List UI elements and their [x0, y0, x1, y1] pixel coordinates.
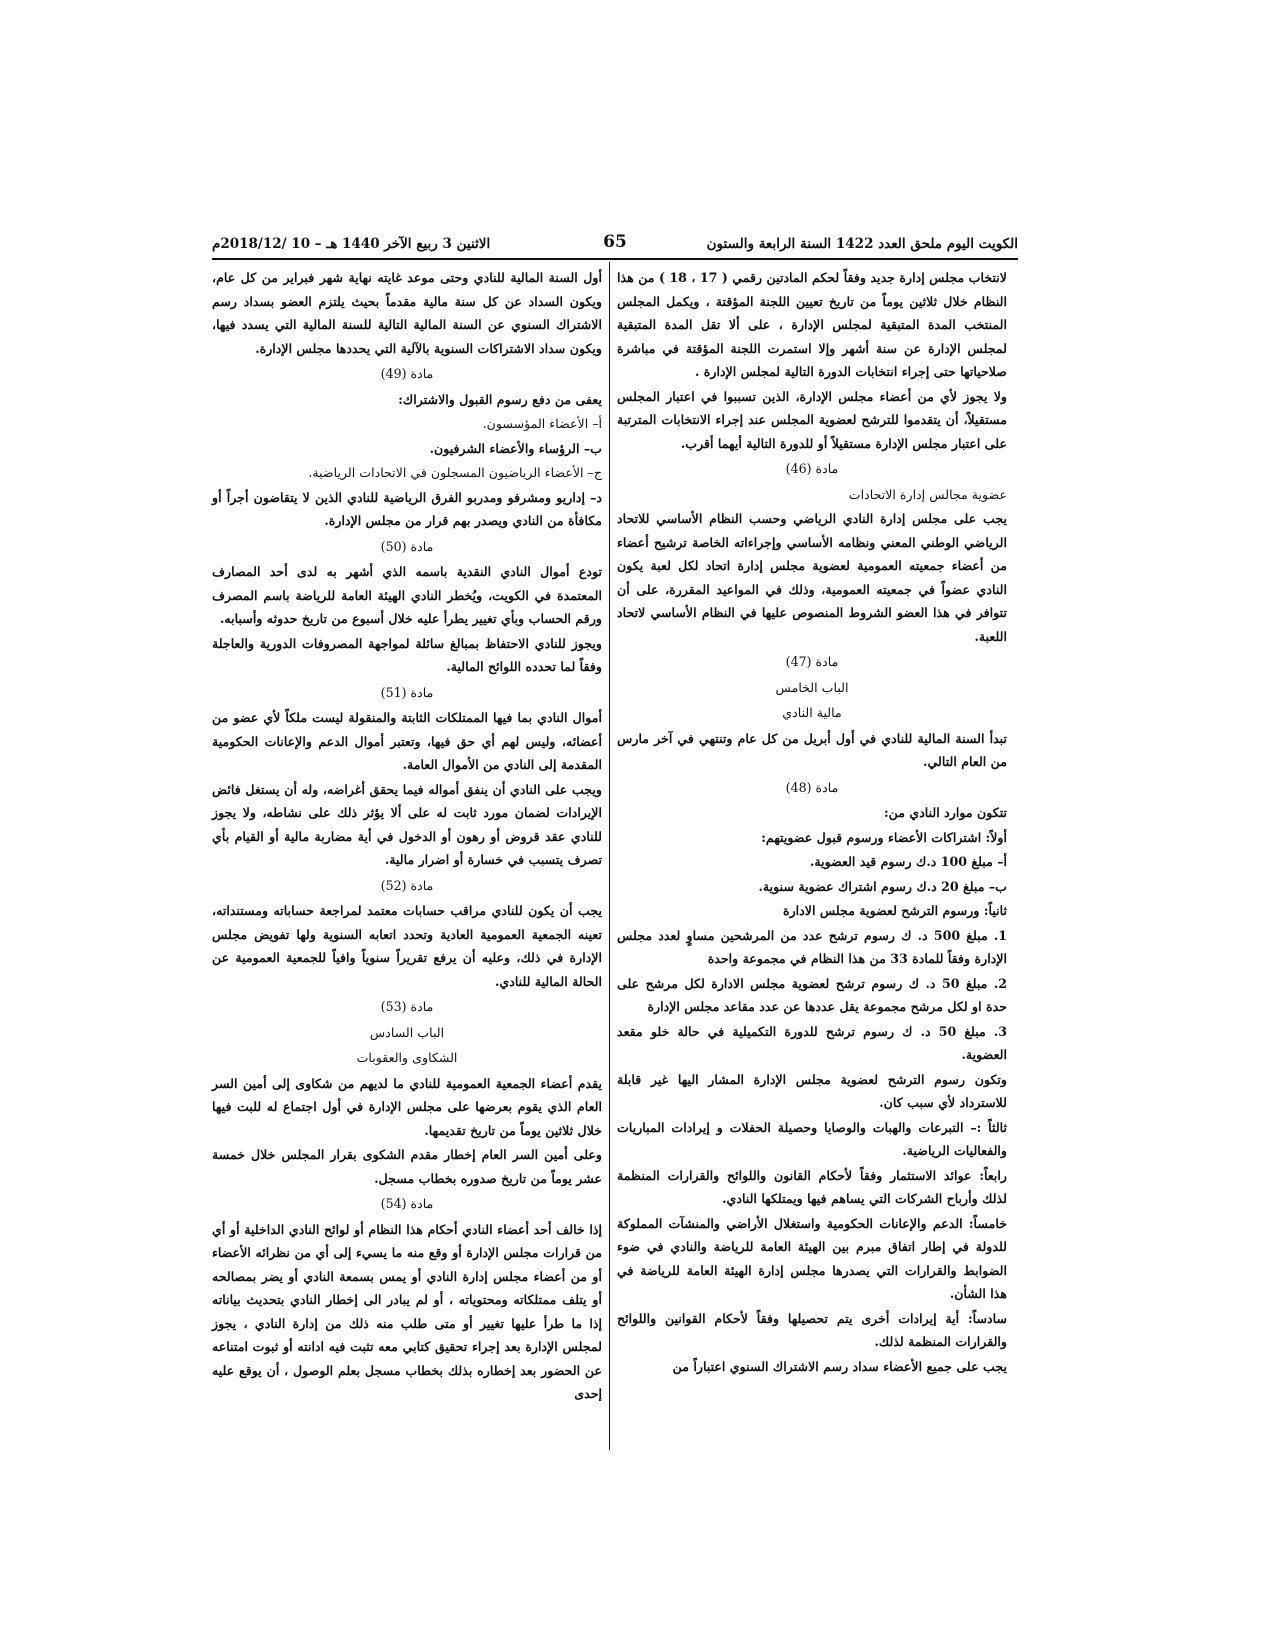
paragraph: يعفى من دفع رسوم القبول والاشتراك: [398, 391, 602, 407]
paragraph: تبدأ السنة المالية للنادي في أول أبريل من كل عام وتنتهي في آخر مارس من العام التالي. [617, 730, 1007, 769]
paragraph: يجب أن يكون للنادي مراقب حسابات معتمد لمراجعة حساباته ومستنداته، تعينه الجمعية العمومية العادية وتحدد اتعابه السنوية ولها تفويض مجلس الإدارة في ذلك، وعليه أن يرفع تقريراً سنوياً وافياً للجمعية العمومية عن الحالة المالية للنادي. [212, 903, 602, 989]
paragraph: أ– مبلغ 100 د.ك رسوم قيد العضوية. [809, 854, 1007, 869]
paragraph: أموال النادي بما فيها الممتلكات الثابتة والمنقولة ليست ملكاً لأي عضو من أعضائه، وليس لهم أي حق فيها، وتعتبر أموال الدعم والإعانات الحكومية المقدمة إلى النادي من الأموال العامة. [212, 710, 602, 772]
paragraph: أول السنة المالية للنادي وحتى موعد غايته نهاية شهر فبراير من كل عام، ويكون السداد عن كل سنة مالية مقدماً بحيث يلتزم العضو بسداد رسم الاشتراك السنوي عن السنة المالية التالية للسنة المالية التي يسدد فيها، ويكون سداد الاشتراكات السنوية بالآلية التي يحددها مجلس الإدارة. [212, 270, 602, 356]
article-heading: مادة (49) [380, 366, 434, 381]
paragraph: وعلى أمين السر العام إخطار مقدم الشكوى بقرار المجلس خلال خمسة عشر يوماً من تاريخ صدوره بخطاب مسجل. [212, 1147, 602, 1186]
header-date: الاثنين 3 ربيع الآخر 1440 هـ – 10 /2018/12م [212, 236, 491, 252]
paragraph: عضوية مجالس إدارة الاتحادات [848, 486, 1007, 502]
article-heading: مادة (54) [380, 1196, 434, 1211]
paragraph: 1. مبلغ 500 د. ك رسوم ترشح عدد من المرشحين مساوٍ لعدد مجلس الإدارة وفقاً للمادة 33 من هذا النظام في مجموعة واحدة [617, 927, 1008, 966]
paragraph: 3. مبلغ 50 د. ك رسوم ترشح للدورة التكميلية في حالة خلو مقعد العضوية. [617, 1023, 1007, 1062]
article-heading: الباب السادس [369, 1024, 445, 1040]
article-heading: مادة (51) [380, 684, 434, 700]
paragraph: خامساً: الدعم والإعانات الحكومية واستغلال الأراضي والمنشآت المملوكة للدولة في إطار اتفاق مبرم بين الهيئة العامة للرياضة والنادي في ضوء الضوابط والقرارات التي يصدرها مجلس إدارة الهيئة العامة للرياضة في هذا الشأن. [617, 1215, 1007, 1301]
paragraph: ب– مبلغ 20 د.ك رسوم اشتراك عضوية سنوية. [758, 878, 1007, 894]
paragraph: ولا يجوز لأي من أعضاء مجلس الإدارة، الذين تسببوا في اعتبار المجلس مستقيلاً، أن يتقدموا للترشح لعضوية المجلس عند إجراء الانتخابات المترتبة على اعتبار مجلس الإدارة مستقيلاً أو للدورة التالية أيهما أقرب. [617, 388, 1007, 451]
paragraph: 2. مبلغ 50 د. ك رسوم ترشح لعضوية مجلس الادارة لكل مرشح على حدة او لكل مرشح مجموعة يقل عددها عن عدد مقاعد مجلس الإدارة [617, 975, 1007, 1014]
paragraph: إذا خالف أحد أعضاء النادي أحكام هذا النظام أو لوائح النادي الداخلية أو أي من قرارات مجلس الإدارة أو وقع منه ما يسيء إلى أي من نظرائه الأعضاء أو من أعضاء مجلس إدارة النادي أو يمس بسمعة النادي أو يضر بمصالحه أو يتلف ممتلكاته ومحتوياته ، أو لم يبادر الى إخطار النادي بتحديث بياناته إذا ما طرأ عليها تغيير أو متى طلب منه ذلك من إدارة النادي ، يجوز لمجلس الإدارة بعد إجراء تحقيق كتابي معه تثبت فيه ادانته أو ثبوت امتناعه عن الحضور بعد إخطاره بذلك بخطاب مسجل بعلم الوصول ، أن يوقع عليه إحدى [212, 1221, 602, 1401]
paragraph: أ– الأعضاء المؤسسون. [482, 416, 602, 431]
paragraph: يقدم أعضاء الجمعية العمومية للنادي ما لديهم من شكاوى إلى أمين السر العام الذي يقوم بعرضها على مجلس الإدارة في أول اجتماع له للبت فيها خلال ثلاثين يوماً من تاريخ تقديمها. [212, 1075, 602, 1138]
paragraph: سادساً: أية إيرادات أخرى يتم تحصيلها وفقاً لأحكام القوانين واللوائح والقرارات المنظمة لذلك. [617, 1310, 1007, 1349]
article-heading: مالية النادي [782, 705, 842, 720]
paragraph: ويجوز للنادي الاحتفاظ بمبالغ سائلة لمواجهة المصروفات الدورية والعاجلة وفقاً لما تحدده اللوائح المالية. [212, 635, 602, 674]
left-column [212, 266, 602, 1407]
article-heading: مادة (50) [380, 538, 434, 554]
paragraph: ثانياً: ورسوم الترشح لعضوية مجلس الادارة [782, 903, 1007, 918]
paragraph: ثالثاً :– التبرعات والهبات والوصايا وحصيلة الحفلات و إيرادات المباريات والفعاليات الرياضية. [617, 1119, 1007, 1158]
paragraph: ويجب على النادي أن ينفق أمواله فيما يحقق أغراضه، وله أن يستغل فائض الإيرادات لضمان مورد ثابت له على ألا يؤثر ذلك على نشاطه، ولا يجوز للنادي عقد قروض أو رهون أو الدخول في أية مضاربة مالية أو القيام بأي تصرف يتسبب في خسارة أو اضرار مالية. [212, 781, 602, 867]
paragraph: ج– الأعضاء الرياضيون المسجلون في الاتحادات الرياضية. [308, 465, 602, 480]
paragraph: لانتخاب مجلس إدارة جديد وفقاً لحكم المادتين رقمي ( 17 ، 18 ) من هذا النظام خلال ثلاثين يوماً من تاريخ تعيين اللجنة المؤقتة ، ويكمل المجلس المنتخب المدة المتبقية لمجلس الإدارة ، على ألا تقل المدة المتبقية لمجلس الإدارة عن سنة أشهر وإلا استمرت اللجنة المؤقتة في مباشرة صلاحياتها حتى إجراء انتخابات الدورة التالية لمجلس الإدارة . [617, 270, 1007, 379]
paragraph: تتكون موارد النادي من: [883, 805, 1007, 820]
article-heading: مادة (48) [785, 779, 839, 795]
paragraph: تودع أموال النادي النقدية باسمه الذي أشهر به لدى أحد المصارف المعتمدة في الكويت، ويُخطر النادي الهيئة العامة للرياضة باسم المصرف ورقم الحساب وبأي تغيير يطرأ عليه خلال أسبوع من تاريخ حدوثه وأسبابه. [212, 564, 602, 626]
paragraph: يجب على مجلس إدارة النادي الرياضي وحسب النظام الأساسي للاتحاد الرياضي الوطني المعني ونظامه الأساسي وإجراءاته الخاصة ترشيح أعضاء من أعضاء جمعيته العمومية لعضوية مجلس إدارة اتحاد لكل لعبة يكون النادي عضواً في جمعيته العمومية، وذلك في المواعيد المقررة، على أن تتوافر في هذا العضو الشروط المنصوص عليها في النظام الأساسي لاتحاد اللعبة. [617, 511, 1007, 644]
paragraph: د– إداريو ومشرفو ومدربو الفرق الرياضية للنادي الذين لا يتقاضون أجراً أو مكافأة من النادي ويصدر بهم قرار من مجلس الإدارة. [212, 489, 602, 528]
article-heading: الشكاوى والعقوبات [356, 1050, 458, 1065]
article-heading: مادة (47) [785, 654, 839, 669]
paragraph: يجب على جميع الأعضاء سداد رسم الاشتراك السنوي اعتباراً من [672, 1358, 1007, 1374]
article-heading: الباب الخامس [775, 679, 849, 695]
column-divider [609, 262, 610, 1450]
header-issue: الكويت اليوم ملحق العدد 1422 السنة الرابعة والستون [706, 236, 1018, 252]
paragraph: رابعاً: عوائد الاستثمار وفقاً لأحكام القانون واللوائح والقرارات المنظمة لذلك وأرباح الشركات التي يساهم فيها ويمتلكها النادي. [617, 1167, 1007, 1206]
article-heading: مادة (53) [380, 999, 434, 1014]
paragraph: وتكون رسوم الترشح لعضوية مجلس الإدارة المشار اليها غير قابلة للاسترداد لأي سبب كان. [617, 1071, 1007, 1110]
paragraph: أولاً: اشتراكات الأعضاء ورسوم قبول عضويتهم: [761, 829, 1007, 845]
page-number: 65 [603, 232, 627, 252]
article-heading: مادة (46) [785, 461, 839, 476]
right-column [617, 266, 1007, 1379]
running-header [212, 232, 1018, 260]
article-heading: مادة (52) [380, 877, 434, 893]
paragraph: ب– الرؤساء والأعضاء الشرفيون. [429, 440, 602, 456]
